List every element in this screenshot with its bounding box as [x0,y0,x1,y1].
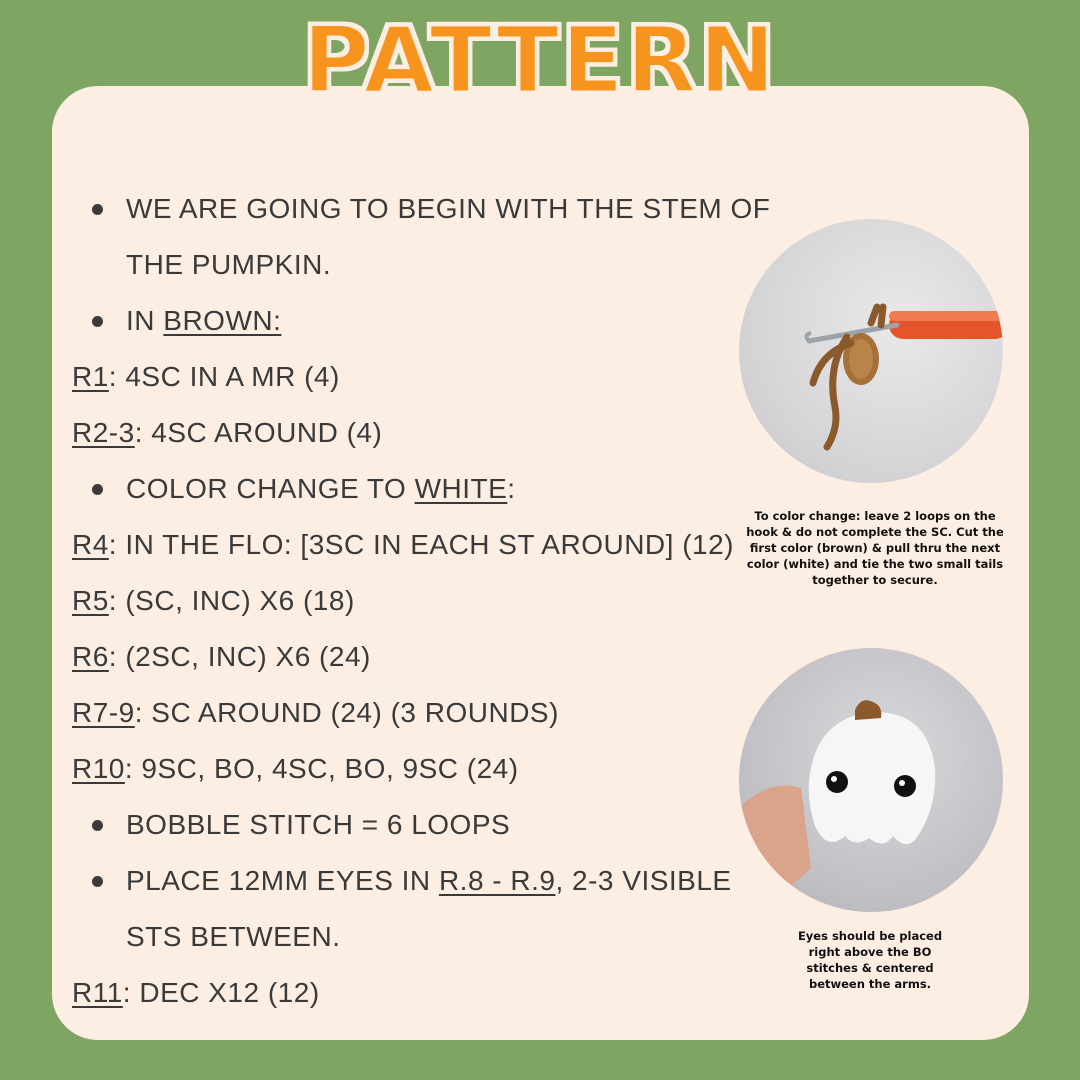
round-line [72,976,320,1010]
round-text: : 4SC IN A MR (4) [108,361,340,392]
line-text: IN [126,305,164,336]
line-text: PLACE 12MM EYES IN [126,865,439,896]
eyes-photo [739,648,1003,912]
round-text: : DEC X12 (12) [122,977,320,1008]
round-label: R11 [72,977,123,1008]
instruction-line [126,472,516,506]
round-text: : 4SC AROUND (4) [134,417,383,448]
round-text: : IN THE FLO: [3SC IN EACH ST AROUND] (12) [108,529,734,560]
color-brown-label: BROWN: [163,305,282,336]
round-text: : (SC, INC) X6 (18) [108,585,355,616]
round-line [72,416,382,450]
round-line [72,640,371,674]
ghost-pumpkin-illustration [739,648,1003,912]
line-text: COLOR CHANGE TO [126,473,415,504]
round-label: R1 [72,361,109,392]
instruction-line [126,808,510,842]
instruction-line [126,248,331,282]
round-label: R10 [72,753,125,784]
round-reference: R.8 - R.9 [438,865,556,896]
color-white-label: WHITE [414,473,508,504]
line-text: BOBBLE STITCH = 6 LOOPS [126,809,511,840]
round-line [72,528,734,562]
round-text: : (2SC, INC) X6 (24) [108,641,371,672]
line-text: : [507,473,516,504]
instruction-line [126,192,770,226]
page-title: PATTERN [302,7,778,114]
line-text: STS BETWEEN. [126,921,341,952]
round-label: R7-9 [72,697,135,728]
round-label: R5 [72,585,109,616]
round-line [72,360,340,394]
round-text: : 9SC, BO, 4SC, BO, 9SC (24) [124,753,519,784]
line-text: THE PUMPKIN. [126,249,332,280]
round-line [72,584,355,618]
line-text: WE ARE GOING TO BEGIN WITH THE STEM OF [126,193,771,224]
instruction-line [126,864,732,898]
round-line [72,752,519,786]
round-line [72,696,559,730]
round-label: R4 [72,529,109,560]
stem-on-hook-illustration [739,219,1003,483]
round-text: : SC AROUND (24) (3 ROUNDS) [134,697,559,728]
round-label: R6 [72,641,109,672]
instruction-line [126,920,340,954]
line-text: , 2-3 VISIBLE [555,865,732,896]
stem-photo [739,219,1003,483]
eyes-caption: Eyes should be placed right above the BO stitches & centered between the arms. [797,929,943,991]
instruction-line [126,304,281,338]
round-label: R2-3 [72,417,135,448]
color-change-caption: To color change: leave 2 loops on the hook & do not complete the SC. Cut the first color (brown) & pull thru the next color (white) and tie the two small tails together to secure. [746,509,1004,587]
